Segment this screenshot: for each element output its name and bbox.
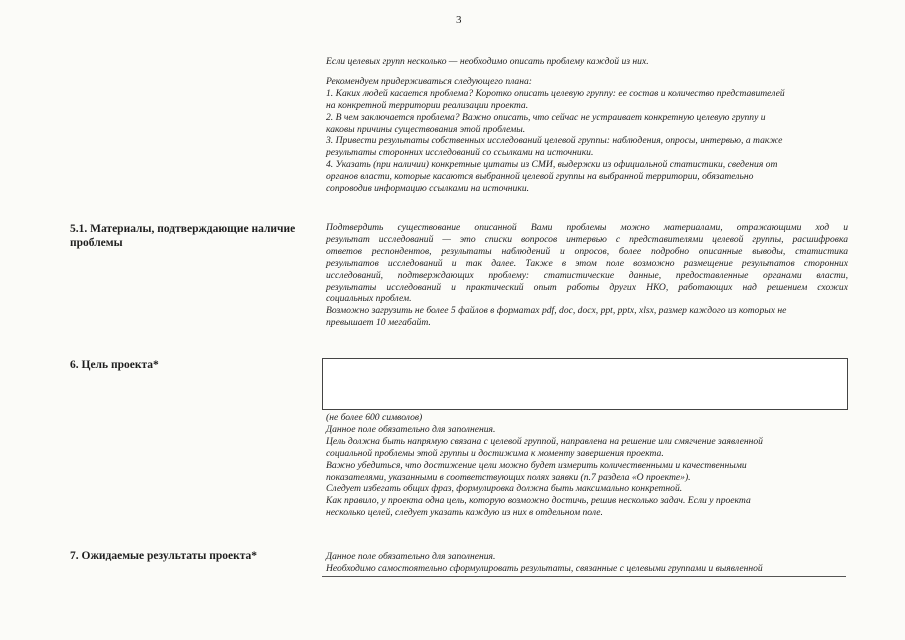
description-line: результаты исследований и практический опыт работы других НКО, работающих над решением схожих bbox=[326, 281, 848, 293]
hint-line: Цель должна быть напрямую связана с целевой группой, направлена на решение или смягчение заявленной bbox=[326, 435, 763, 447]
section-7-hints bbox=[326, 551, 848, 575]
plan-line: сопроводив информацию ссылками на источники. bbox=[326, 183, 530, 195]
section-6-hints bbox=[326, 412, 848, 519]
section-5-1-description bbox=[326, 222, 848, 329]
hint-line: несколько целей, следует указать каждую из них в отдельном поле. bbox=[326, 507, 603, 519]
hint-line: социальной проблемы этой группы и достижима к моменту завершения проекта. bbox=[326, 447, 664, 459]
plan-line: каковы причины существования этой проблемы. bbox=[326, 123, 526, 135]
plan-line: 1. Каких людей касается проблема? Коротко описать целевую группу: ее состав и количество представителей bbox=[326, 87, 785, 99]
description-line: Подтвердить существование описанной Вами проблемы можно материалами, отражающими ход и bbox=[326, 222, 848, 233]
section-6-label: 6. Цель проекта* bbox=[70, 359, 159, 371]
page-number: 3 bbox=[456, 14, 462, 26]
hint-line: Важно убедиться, что достижение цели можно будет измерить количественными и качественными bbox=[326, 459, 747, 471]
plan-line: 3. Привести результаты собственных исследований целевой группы: наблюдения, опросы, интервью, а также bbox=[326, 135, 783, 147]
project-goal-field[interactable] bbox=[322, 358, 848, 410]
hint-line: Как правило, у проекта одна цель, которую возможно достичь, решив несколько задач. Если у проекта bbox=[326, 495, 751, 507]
hint-line: Данное поле обязательно для заполнения. bbox=[326, 551, 496, 562]
section-5-1-label bbox=[70, 222, 310, 250]
intro-block bbox=[326, 56, 848, 195]
description-line: социальных проблем. bbox=[326, 293, 412, 305]
hint-line: Следует избегать общих фраз, формулировка должна быть максимально конкретной. bbox=[326, 483, 683, 495]
hint-line: (не более 600 символов) bbox=[326, 412, 423, 423]
description-line: результатов исследований и так далее. Также в этом поле возможно размещение результатов сторонних bbox=[326, 257, 848, 269]
hint-line: Данное поле обязательно для заполнения. bbox=[326, 423, 496, 435]
intro-first-line: Если целевых групп несколько — необходимо описать проблему каждой из них. bbox=[326, 56, 649, 67]
hint-line: показателями, указанными в соответствующих полях заявки (п.7 раздела «О проекте»). bbox=[326, 471, 691, 483]
section-5-1-label-line: проблемы bbox=[70, 237, 123, 249]
plan-line: результаты сторонних исследований со ссылками на источники. bbox=[326, 147, 594, 159]
plan-line: органов власти, которые касаются выбранной целевой группы на выбранной территории, обязательно bbox=[326, 171, 754, 183]
plan-line: 4. Указать (при наличии) конкретные цитаты из СМИ, выдержки из официальной статистики, сведения от bbox=[326, 159, 778, 171]
hint-line: Необходимо самостоятельно сформулировать результаты, связанные с целевыми группами и выявленной bbox=[326, 562, 763, 574]
description-line: результат исследований — это списки вопросов интервью с представителями целевой группы, расшифровка bbox=[326, 233, 848, 245]
section-7-label: 7. Ожидаемые результаты проекта* bbox=[70, 550, 257, 562]
description-line: ответов респондентов, результаты наблюдений и опросов, более подробно описанные выводы, статистика bbox=[326, 245, 848, 257]
section-7-divider bbox=[322, 576, 846, 577]
upload-hint-line: Возможно загрузить не более 5 файлов в форматах pdf, doc, docx, ppt, pptx, xlsx, размер каждого из которых не bbox=[326, 305, 787, 317]
plan-line: 2. В чем заключается проблема? Важно описать, что сейчас не устраивает конкретную целевую группу и bbox=[326, 111, 766, 123]
upload-hint-line: превышает 10 мегабайт. bbox=[326, 317, 431, 329]
plan-line: на конкретной территории реализации проекта. bbox=[326, 99, 529, 111]
description-line: исследований, подтверждающих проблему: статистические данные, предоставленные органами власти, bbox=[326, 269, 848, 281]
plan-heading: Рекомендуем придерживаться следующего плана: bbox=[326, 75, 532, 87]
section-5-1-label-line: 5.1. Материалы, подтверждающие наличие bbox=[70, 223, 296, 235]
